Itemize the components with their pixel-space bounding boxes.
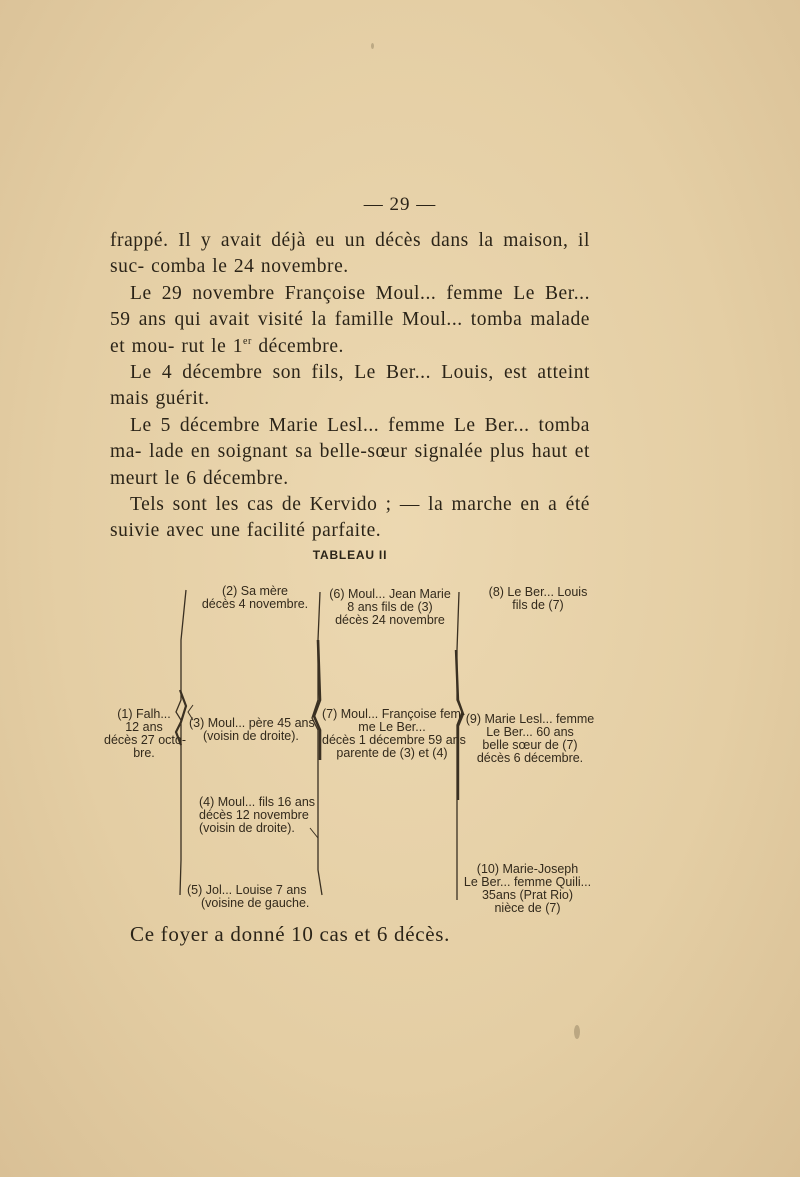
note-line: (6) Moul... Jean Marie bbox=[329, 587, 451, 601]
ink-spot bbox=[574, 1025, 580, 1039]
note-2 bbox=[195, 585, 315, 611]
paragraph-line: comba le 24 novembre. bbox=[151, 256, 349, 278]
note-1 bbox=[104, 708, 184, 760]
note-line: (4) Moul... fils 16 ans bbox=[199, 795, 316, 809]
note-line: décès 12 novembre bbox=[199, 808, 309, 822]
note-line: nièce de (7) bbox=[494, 901, 561, 915]
note-line: décès 1 décembre 59 ans bbox=[322, 733, 466, 747]
paragraph-line: Tels sont les cas de Kervido ; — la marche en a été suivie bbox=[110, 494, 590, 542]
note-line: bre. bbox=[133, 746, 155, 760]
note-8 bbox=[468, 586, 608, 612]
note-line: décès 27 octo- bbox=[104, 733, 186, 747]
note-line: (7) Moul... Françoise fem- bbox=[322, 707, 466, 721]
note-line: (2) Sa mère bbox=[222, 584, 288, 598]
note-line: (3) Moul... père 45 ans bbox=[189, 716, 315, 730]
note-line: décès 24 novembre bbox=[335, 613, 445, 627]
note-line: (8) Le Ber... Louis bbox=[488, 585, 588, 599]
note-line: (voisin de droite). bbox=[203, 729, 299, 743]
paragraph-line: Le 5 décembre Marie Lesl... femme Le Ber... tomba ma- bbox=[110, 414, 590, 463]
paragraph-line: décembre. bbox=[251, 335, 344, 357]
page-number: — 29 — bbox=[363, 194, 437, 215]
note-line: (9) Marie Lesl... femme bbox=[465, 712, 595, 726]
note-7 bbox=[322, 707, 466, 760]
paragraph-line: ans qui avait visité la famille Moul... tomba malade et mou- bbox=[110, 309, 590, 357]
paragraph-line: guérit. bbox=[155, 388, 210, 410]
paragraph-line: lade en soignant sa belle-sœur signalée plus haut et meurt le bbox=[110, 441, 590, 489]
note-line: parente de (3) et (4) bbox=[336, 746, 448, 760]
note-9 bbox=[462, 713, 598, 765]
paragraph-line: avec une facilité parfaite. bbox=[166, 520, 382, 542]
note-line: fils de (7) bbox=[512, 598, 564, 612]
note-line: 12 ans bbox=[125, 720, 163, 734]
note-10 bbox=[455, 863, 600, 915]
note-line: (10) Marie-Joseph bbox=[476, 862, 579, 876]
note-5 bbox=[187, 884, 327, 910]
note-line: (voisine de gauche. bbox=[201, 896, 310, 910]
footer-summary: Ce foyer a donné 10 cas et 6 décès. bbox=[130, 922, 451, 946]
note-line: belle sœur de (7) bbox=[482, 738, 578, 752]
note-line: (5) Jol... Louise 7 ans bbox=[187, 883, 307, 897]
note-3 bbox=[189, 717, 319, 743]
note-line: me Le Ber... bbox=[358, 720, 426, 734]
paragraph-line: Le 29 novembre Françoise Moul... femme Le Ber... 59 bbox=[110, 282, 590, 331]
note-line: décès 6 décembre. bbox=[476, 751, 584, 765]
note-line: décès 4 novembre. bbox=[201, 597, 309, 611]
paragraph-line: Le 4 décembre son fils, Le Ber... Louis, est atteint mais bbox=[110, 362, 590, 410]
note-4 bbox=[199, 796, 319, 835]
paragraph-line: frappé. Il y avait déjà eu un décès dans la maison, il suc- bbox=[110, 230, 590, 278]
note-line: 8 ans fils de (3) bbox=[347, 600, 433, 614]
note-line: (1) Falh... bbox=[117, 707, 171, 721]
table-title: TABLEAU II bbox=[312, 548, 388, 562]
note-line: Le Ber... 60 ans bbox=[486, 725, 574, 739]
paragraph-line: 6 décembre. bbox=[186, 467, 289, 489]
ink-spot bbox=[371, 43, 374, 49]
superscript: er bbox=[243, 335, 252, 347]
note-line: 35ans (Prat Rio) bbox=[481, 888, 573, 902]
note-line: Le Ber... femme Quili... bbox=[463, 875, 592, 889]
note-6 bbox=[325, 588, 455, 627]
note-line: (voisin de droite). bbox=[199, 821, 295, 835]
paragraph-line: rut le 1 bbox=[181, 335, 244, 357]
